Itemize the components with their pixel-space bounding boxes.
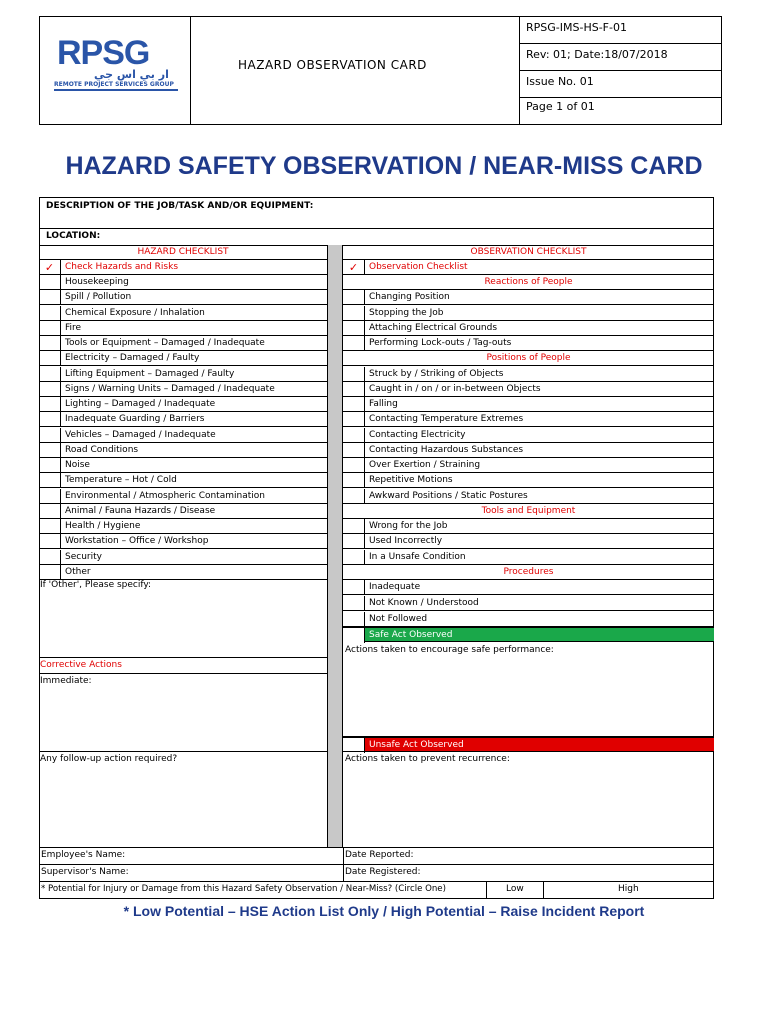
hazard-item-label: Inadequate Guarding / Barriers — [65, 414, 205, 424]
header-logo-divider — [190, 16, 191, 125]
tools-heading: Tools and Equipment — [343, 504, 714, 519]
hazard-item-label: Housekeeping — [65, 277, 129, 287]
hazard-item-label: Signs / Warning Units – Damaged / Inadequate — [65, 384, 275, 394]
footer-note: * Low Potential – HSE Action List Only / High Potential – Raise Incident Report — [123, 903, 645, 919]
checkbox[interactable] — [39, 534, 61, 549]
hazard-item[interactable] — [39, 336, 327, 351]
hazard-item[interactable] — [39, 443, 327, 458]
position-item-label: Caught in / on / or in-between Objects — [369, 384, 541, 394]
position-item[interactable] — [343, 489, 714, 504]
reaction-item[interactable] — [343, 321, 714, 336]
hazard-item[interactable] — [39, 367, 327, 382]
position-item[interactable] — [343, 367, 714, 382]
position-item-label: Falling — [369, 399, 398, 409]
high-potential-option[interactable]: High — [618, 884, 639, 894]
immediate-actions-field[interactable]: Immediate: — [40, 676, 92, 686]
hazard-item[interactable] — [39, 489, 327, 504]
procedure-item[interactable] — [343, 596, 714, 611]
checkbox[interactable] — [343, 458, 365, 473]
hazard-item-label: Noise — [65, 460, 90, 470]
checkbox[interactable] — [39, 504, 61, 519]
checkbox[interactable] — [343, 367, 365, 382]
checkbox[interactable] — [343, 550, 365, 565]
checkbox[interactable] — [343, 534, 365, 549]
tool-item-label: In a Unsafe Condition — [369, 552, 466, 562]
observation-checklist-heading: OBSERVATION CHECKLIST — [343, 245, 714, 260]
checkbox[interactable] — [343, 412, 365, 427]
procedures-heading: Procedures — [343, 565, 714, 580]
checkbox[interactable] — [343, 473, 365, 488]
hazard-item-label: Workstation – Office / Workshop — [65, 536, 209, 546]
position-item-label: Contacting Temperature Extremes — [369, 414, 524, 424]
checkbox[interactable] — [39, 306, 61, 321]
checkbox[interactable] — [39, 290, 61, 305]
low-potential-option[interactable]: Low — [506, 884, 524, 894]
hazard-item-label: Animal / Fauna Hazards / Disease — [65, 506, 216, 516]
checkbox[interactable] — [343, 596, 365, 611]
corrective-actions-heading: Corrective Actions — [40, 660, 122, 670]
checkmark-icon: ✓ — [39, 260, 61, 275]
checkbox[interactable] — [343, 428, 365, 443]
checkbox[interactable] — [343, 612, 365, 627]
position-item[interactable] — [343, 473, 714, 488]
checkbox[interactable] — [39, 443, 61, 458]
hazard-check-row — [39, 260, 327, 275]
checkbox[interactable] — [39, 382, 61, 397]
hazard-item-label: Environmental / Atmospheric Contamination — [65, 491, 265, 501]
hazard-item[interactable] — [39, 458, 327, 473]
position-item[interactable] — [343, 382, 714, 397]
observation-check-label: Observation Checklist — [369, 262, 468, 272]
hazard-item[interactable] — [39, 351, 327, 366]
checkbox[interactable] — [343, 519, 365, 534]
checkbox[interactable] — [39, 367, 61, 382]
checkbox[interactable] — [343, 321, 365, 336]
employee-name-field[interactable]: Employee's Name: — [41, 850, 126, 860]
hazard-item-label: Electricity – Damaged / Faulty — [65, 353, 200, 363]
observation-check-row — [343, 260, 714, 275]
hazard-item-label: Tools or Equipment – Damaged / Inadequate — [65, 338, 265, 348]
hazard-item-label: Lifting Equipment – Damaged / Faulty — [65, 369, 235, 379]
page-number: Page 1 of 01 — [526, 100, 595, 113]
logo-tagline: REMOTE PROJECT SERVICES GROUP — [54, 81, 174, 88]
checkbox[interactable] — [343, 489, 365, 504]
hazard-item-label: Vehicles – Damaged / Inadequate — [65, 430, 216, 440]
positions-heading: Positions of People — [343, 351, 714, 366]
checkbox[interactable] — [343, 306, 365, 321]
hazard-item[interactable] — [39, 565, 327, 580]
reaction-item[interactable] — [343, 336, 714, 351]
unsafe-actions-field[interactable]: Actions taken to prevent recurrence: — [345, 754, 510, 764]
checkbox[interactable] — [343, 443, 365, 458]
position-item[interactable] — [343, 428, 714, 443]
checkbox[interactable] — [39, 412, 61, 427]
reaction-item[interactable] — [343, 290, 714, 305]
hazard-item[interactable] — [39, 473, 327, 488]
unsafe-act-observed-label: Unsafe Act Observed — [369, 740, 464, 750]
hazard-item-label: Security — [65, 552, 102, 562]
company-logo — [54, 36, 180, 96]
checkbox[interactable] — [39, 458, 61, 473]
safe-act-observed[interactable] — [343, 627, 714, 642]
other-specify-field[interactable]: If 'Other', Please specify: — [40, 580, 152, 590]
hazard-item[interactable] — [39, 275, 327, 290]
procedure-item-label: Inadequate — [369, 582, 421, 592]
checkbox[interactable] — [39, 275, 61, 290]
location-field[interactable]: LOCATION: — [46, 231, 101, 241]
procedure-item-label: Not Known / Understood — [369, 598, 479, 608]
reaction-item-label: Changing Position — [369, 292, 450, 302]
checkbox[interactable] — [343, 580, 365, 595]
checkbox[interactable] — [343, 336, 365, 351]
main-title: HAZARD SAFETY OBSERVATION / NEAR-MISS CARD — [65, 152, 703, 180]
hazard-item-label: Health / Hygiene — [65, 521, 141, 531]
tool-item[interactable] — [343, 519, 714, 534]
safe-actions-field[interactable]: Actions taken to encourage safe performance: — [345, 645, 554, 655]
position-item[interactable] — [343, 443, 714, 458]
date-reported-field[interactable]: Date Reported: — [345, 850, 414, 860]
tool-item-label: Used Incorrectly — [369, 536, 443, 546]
position-item[interactable] — [343, 458, 714, 473]
position-item-label: Repetitive Motions — [369, 475, 453, 485]
checkbox[interactable] — [343, 290, 365, 305]
checkbox[interactable] — [343, 628, 365, 643]
hazard-item-label: Other — [65, 567, 91, 577]
hazard-item[interactable] — [39, 321, 327, 336]
position-item[interactable] — [343, 397, 714, 412]
logo-wordmark: RPSG — [57, 34, 150, 72]
position-item[interactable] — [343, 412, 714, 427]
hazard-item[interactable] — [39, 428, 327, 443]
hazard-check-label: Check Hazards and Risks — [65, 262, 179, 272]
hazard-item-label: Road Conditions — [65, 445, 139, 455]
doc-code: RPSG-IMS-HS-F-01 — [526, 21, 627, 34]
procedure-item[interactable] — [343, 580, 714, 595]
position-item-label: Over Exertion / Straining — [369, 460, 481, 470]
checkbox[interactable] — [343, 382, 365, 397]
potential-question: * Potential for Injury or Damage from this Hazard Safety Observation / Near-Miss? (Circle One) — [41, 884, 446, 894]
checkbox[interactable] — [39, 351, 61, 366]
tool-item[interactable] — [343, 534, 714, 549]
procedure-item[interactable] — [343, 612, 714, 627]
reaction-item-label: Performing Lock-outs / Tag-outs — [369, 338, 512, 348]
hazard-item-label: Spill / Pollution — [65, 292, 132, 302]
hazard-item-label: Temperature – Hot / Cold — [65, 475, 177, 485]
checkbox[interactable] — [39, 565, 61, 580]
logo-arabic: ار بي اس جي — [94, 68, 169, 81]
position-item-label: Contacting Hazardous Substances — [369, 445, 524, 455]
checkbox[interactable] — [39, 519, 61, 534]
card-title: HAZARD OBSERVATION CARD — [238, 58, 427, 72]
tool-item-label: Wrong for the Job — [369, 521, 448, 531]
position-item-label: Contacting Electricity — [369, 430, 466, 440]
checkmark-icon: ✓ — [343, 260, 365, 275]
description-field[interactable]: DESCRIPTION OF THE JOB/TASK AND/OR EQUIPMENT: — [46, 201, 314, 211]
checkbox[interactable] — [39, 489, 61, 504]
hazard-item[interactable] — [39, 550, 327, 565]
checkbox[interactable] — [343, 397, 365, 412]
hazard-item-label: Lighting – Damaged / Inadequate — [65, 399, 216, 409]
reaction-item-label: Attaching Electrical Grounds — [369, 323, 498, 333]
hazard-item[interactable] — [39, 504, 327, 519]
hazard-item[interactable] — [39, 306, 327, 321]
hazard-item[interactable] — [39, 534, 327, 549]
hazard-item[interactable] — [39, 290, 327, 305]
procedure-item-label: Not Followed — [369, 614, 428, 624]
revision-date: Rev: 01; Date:18/07/2018 — [526, 48, 668, 61]
date-registered-field[interactable]: Date Registered: — [345, 867, 421, 877]
issue-number: Issue No. 01 — [526, 75, 594, 88]
checkbox[interactable] — [39, 473, 61, 488]
checkbox[interactable] — [39, 336, 61, 351]
hazard-item-label: Fire — [65, 323, 82, 333]
observation-checklist — [343, 245, 714, 847]
hazard-checklist-heading: HAZARD CHECKLIST — [39, 245, 327, 260]
tool-item[interactable] — [343, 550, 714, 565]
checkbox[interactable] — [39, 550, 61, 565]
position-item-label: Awkward Positions / Static Postures — [369, 491, 528, 501]
hazard-item[interactable] — [39, 382, 327, 397]
checkbox[interactable] — [39, 321, 61, 336]
hazard-item[interactable] — [39, 412, 327, 427]
checkbox[interactable] — [39, 428, 61, 443]
hazard-checklist — [39, 245, 327, 847]
unsafe-act-observed[interactable] — [343, 737, 714, 752]
follow-up-field[interactable]: Any follow-up action required? — [40, 754, 178, 764]
checkbox[interactable] — [39, 397, 61, 412]
hazard-item[interactable] — [39, 397, 327, 412]
column-divider — [327, 245, 343, 847]
supervisor-name-field[interactable]: Supervisor's Name: — [41, 867, 129, 877]
safe-act-observed-label: Safe Act Observed — [369, 630, 453, 640]
reaction-item-label: Stopping the Job — [369, 308, 444, 318]
position-item-label: Struck by / Striking of Objects — [369, 369, 504, 379]
hazard-item[interactable] — [39, 519, 327, 534]
hazard-item-label: Chemical Exposure / Inhalation — [65, 308, 205, 318]
reaction-item[interactable] — [343, 306, 714, 321]
reactions-heading: Reactions of People — [343, 275, 714, 290]
